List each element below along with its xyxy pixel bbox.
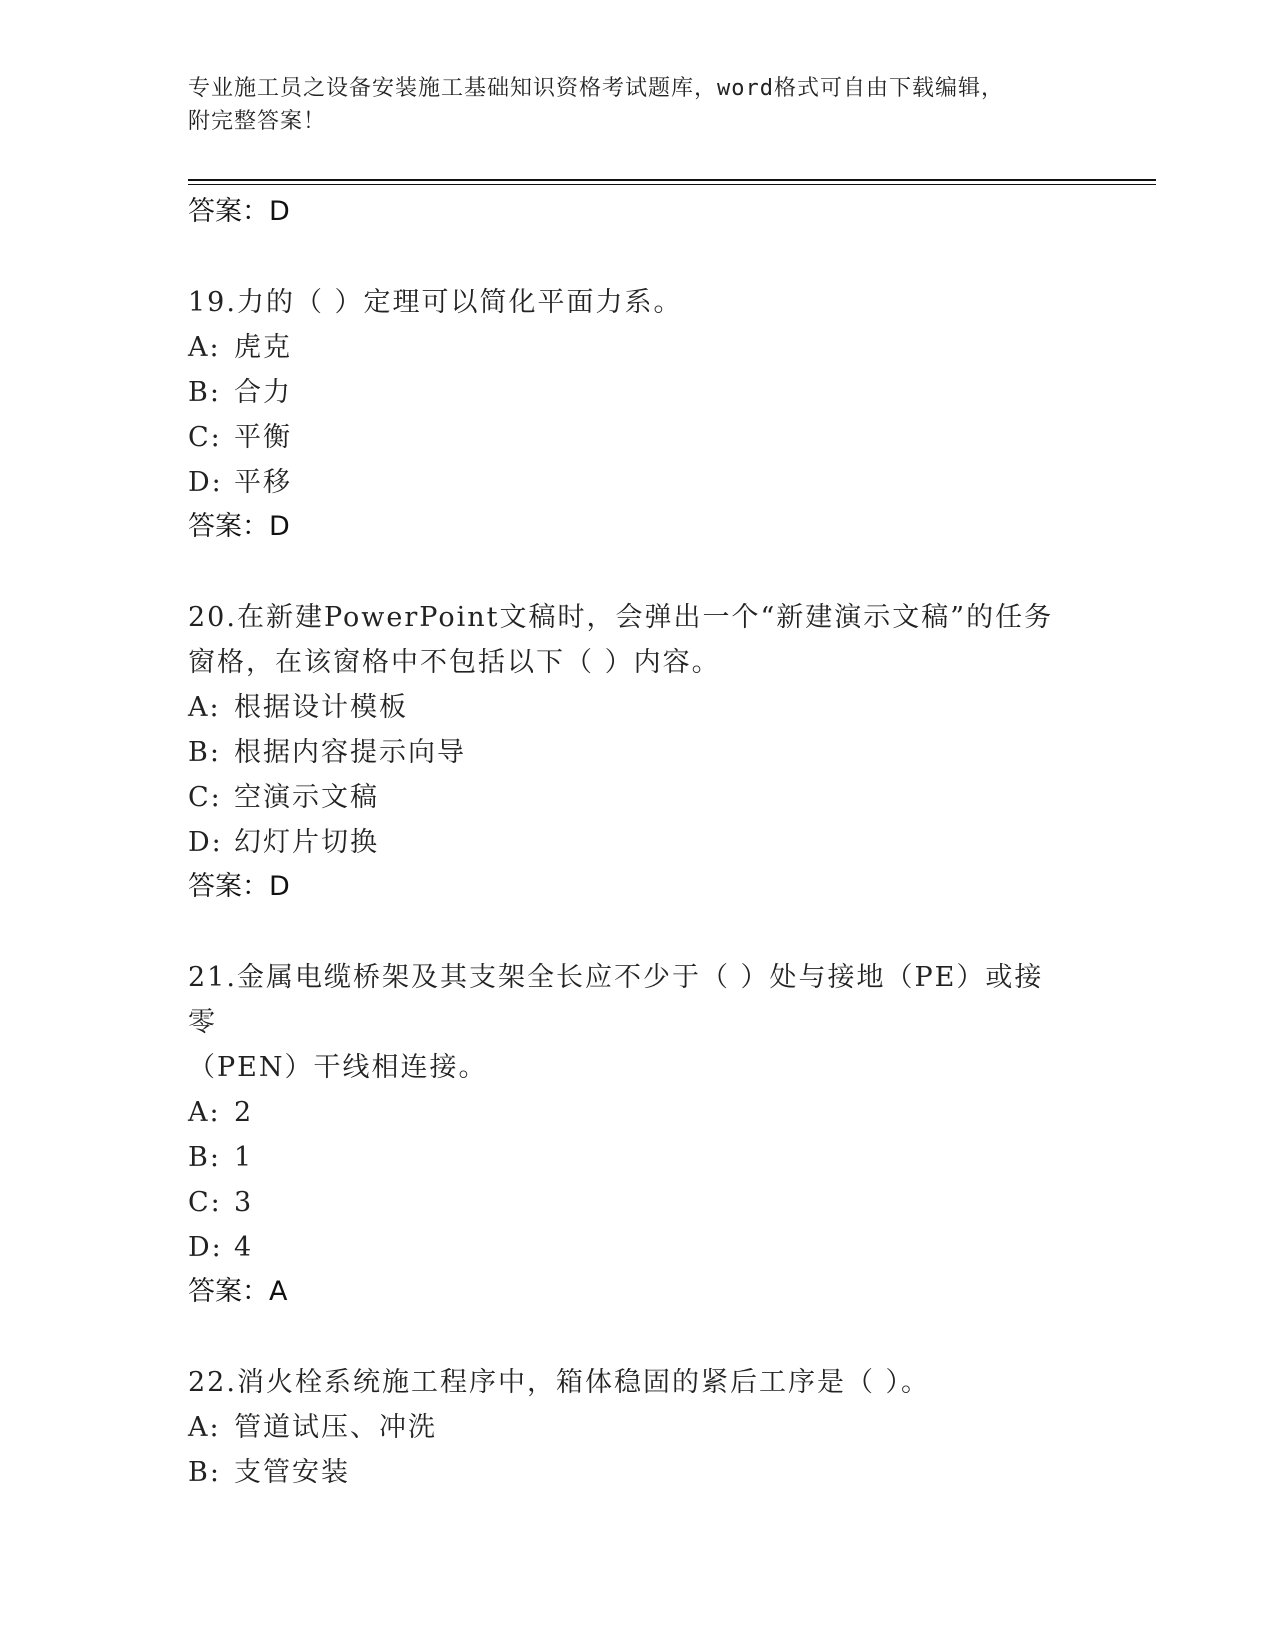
option-a [188, 325, 1088, 370]
option-text: 支管安装 [234, 1457, 350, 1488]
option-b [188, 730, 1088, 775]
option-b [188, 1135, 1088, 1180]
question-text-line: 21.金属电缆桥架及其支架全长应不少于（ ）处与接地（PE）或接零 [188, 962, 1044, 1038]
question-list [188, 190, 1088, 1495]
option-text: 4 [234, 1232, 254, 1263]
option-c [188, 775, 1088, 820]
option-key: A: [188, 332, 221, 363]
option-key: D: [188, 1232, 223, 1263]
option-key: A: [188, 1412, 221, 1443]
option-a [188, 1090, 1088, 1135]
option-text: 1 [234, 1142, 254, 1173]
option-key: A: [188, 1097, 221, 1128]
option-key: B: [188, 1457, 221, 1488]
question-19 [188, 280, 1088, 549]
option-text: 合力 [234, 377, 292, 408]
option-key: B: [188, 377, 221, 408]
question-text [188, 1360, 1068, 1405]
header-divider-thick [188, 179, 1156, 181]
question-text-line: 20.在新建PowerPoint文稿时，会弹出一个“新建演示文稿”的任务 [188, 602, 1054, 633]
option-text: 虎克 [234, 332, 292, 363]
question-text [188, 280, 1068, 325]
option-b [188, 370, 1088, 415]
question-text-line: （PEN）干线相连接。 [188, 1052, 488, 1083]
question-22 [188, 1360, 1088, 1495]
answer-line: 答案：D [188, 511, 290, 542]
option-key: A: [188, 692, 221, 723]
option-text: 管道试压、冲洗 [234, 1412, 437, 1443]
option-d [188, 820, 1088, 865]
answer-line: 答案：D [188, 871, 290, 902]
option-c [188, 1180, 1088, 1225]
question-text [188, 595, 1068, 685]
option-key: C: [188, 422, 222, 453]
question-text [188, 955, 1068, 1090]
option-key: C: [188, 782, 222, 813]
header-divider-thin [188, 184, 1156, 185]
option-text: 幻灯片切换 [234, 827, 379, 858]
question-text-line: 窗格，在该窗格中不包括以下（ ）内容。 [188, 647, 721, 678]
option-text: 2 [234, 1097, 254, 1128]
option-text: 空演示文稿 [234, 782, 379, 813]
option-key: B: [188, 737, 221, 768]
answer-line: 答案：D [188, 196, 290, 227]
option-text: 根据内容提示向导 [234, 737, 466, 768]
question-text-line: 19.力的（ ）定理可以简化平面力系。 [188, 287, 683, 318]
option-key: B: [188, 1142, 221, 1173]
option-a [188, 685, 1088, 730]
answer-line: 答案：A [188, 1276, 288, 1307]
question-21 [188, 955, 1088, 1314]
option-d [188, 460, 1088, 505]
option-text: 3 [234, 1187, 254, 1218]
question-text-line: 22.消火栓系统施工程序中，箱体稳固的紧后工序是（ ）。 [188, 1367, 931, 1398]
question-20 [188, 595, 1088, 909]
option-d [188, 1225, 1088, 1270]
option-a [188, 1405, 1088, 1450]
header-line-1: 专业施工员之设备安装施工基础知识资格考试题库，word格式可自由下载编辑， [188, 76, 1004, 101]
option-b [188, 1450, 1088, 1495]
option-text: 平衡 [234, 422, 292, 453]
option-key: C: [188, 1187, 222, 1218]
header-line-2: 附完整答案！ [188, 109, 327, 134]
option-text: 平移 [234, 467, 292, 498]
option-key: D: [188, 827, 223, 858]
document-header [188, 72, 1068, 138]
option-key: D: [188, 467, 223, 498]
option-text: 根据设计模板 [234, 692, 408, 723]
option-c [188, 415, 1088, 460]
